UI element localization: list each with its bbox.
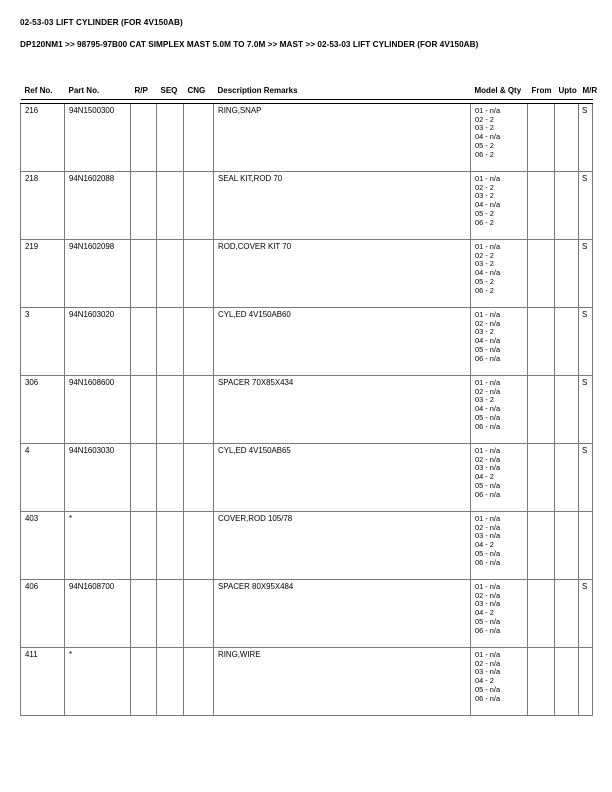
part-no-value: 94N1602088 bbox=[69, 174, 115, 183]
cell-part-no bbox=[65, 648, 131, 716]
description-value: ROD,COVER KIT 70 bbox=[218, 242, 292, 251]
cell-from bbox=[528, 512, 555, 580]
cell-seq bbox=[157, 512, 184, 580]
cell-ref-no bbox=[21, 444, 65, 512]
cell-from bbox=[528, 104, 555, 172]
model-qty-line: 02 - n/a bbox=[475, 318, 501, 328]
cell-upto bbox=[555, 580, 579, 648]
ref-no-value: 411 bbox=[25, 650, 38, 659]
mr-value: S bbox=[582, 582, 588, 591]
cell-rp bbox=[131, 172, 157, 240]
cell-model-qty bbox=[471, 512, 528, 580]
part-no-value: * bbox=[69, 650, 73, 659]
cell-cng bbox=[184, 580, 214, 648]
column-header-model-qty: Model & Qty bbox=[474, 86, 522, 95]
model-qty-line: 02 - n/a bbox=[475, 658, 501, 668]
cell-part-no bbox=[65, 172, 131, 240]
cell-description bbox=[214, 172, 471, 240]
description-value: RING,WIRE bbox=[218, 650, 261, 659]
model-qty-line: 02 - 2 bbox=[475, 250, 494, 260]
cell-description bbox=[214, 648, 471, 716]
cell-rp bbox=[131, 240, 157, 308]
model-qty-line: 03 - n/a bbox=[475, 463, 501, 473]
cell-mr bbox=[579, 104, 593, 172]
ref-no-value: 306 bbox=[25, 378, 39, 387]
cell-upto bbox=[555, 444, 579, 512]
mr-value: S bbox=[582, 174, 588, 183]
cell-seq bbox=[157, 580, 184, 648]
cell-model-qty bbox=[471, 172, 528, 240]
model-qty-line: 05 - n/a bbox=[475, 684, 501, 694]
cell-rp bbox=[131, 512, 157, 580]
column-header-rp: R/P bbox=[134, 86, 148, 95]
description-value: SEAL KIT,ROD 70 bbox=[218, 174, 283, 183]
cell-cng bbox=[184, 104, 214, 172]
cell-ref-no bbox=[21, 512, 65, 580]
cell-from bbox=[528, 648, 555, 716]
model-qty-line: 03 - 2 bbox=[475, 395, 494, 405]
cell-seq bbox=[157, 240, 184, 308]
cell-upto bbox=[555, 240, 579, 308]
model-qty-line: 05 - n/a bbox=[475, 548, 501, 558]
column-header-part-no: Part No. bbox=[68, 86, 100, 95]
cell-rp bbox=[131, 376, 157, 444]
parts-table bbox=[20, 86, 598, 716]
model-qty-line: 02 - n/a bbox=[475, 386, 501, 396]
model-qty-line: 04 - 2 bbox=[475, 540, 494, 550]
model-qty-line: 01 - n/a bbox=[475, 446, 501, 455]
cell-seq bbox=[157, 104, 184, 172]
model-qty-line: 01 - n/a bbox=[475, 582, 501, 591]
model-qty-line: 04 - 2 bbox=[475, 608, 494, 618]
cell-from bbox=[528, 308, 555, 376]
part-no-value: * bbox=[69, 514, 73, 523]
column-header-upto: Upto bbox=[558, 86, 577, 95]
cell-description bbox=[214, 308, 471, 376]
table-header bbox=[21, 86, 598, 104]
cell-description bbox=[214, 240, 471, 308]
column-header-cng: CNG bbox=[187, 86, 206, 95]
table-row bbox=[21, 240, 593, 308]
cell-rp bbox=[131, 648, 157, 716]
part-no-value: 94N1603030 bbox=[69, 446, 115, 455]
ref-no-value: 219 bbox=[25, 242, 39, 251]
description-value: SPACER 70X85X434 bbox=[218, 378, 294, 387]
cell-ref-no bbox=[21, 580, 65, 648]
description-value: CYL,ED 4V150AB60 bbox=[218, 310, 291, 319]
model-qty-line: 04 - n/a bbox=[475, 132, 501, 142]
part-no-value: 94N1602098 bbox=[69, 242, 115, 251]
part-no-value: 94N1608700 bbox=[69, 582, 115, 591]
cell-cng bbox=[184, 172, 214, 240]
ref-no-value: 406 bbox=[25, 582, 39, 591]
cell-mr bbox=[579, 240, 593, 308]
cell-part-no bbox=[65, 580, 131, 648]
model-qty-line: 05 - 2 bbox=[475, 140, 494, 150]
model-qty-line: 06 - n/a bbox=[475, 625, 501, 635]
model-qty-line: 06 - n/a bbox=[475, 353, 501, 363]
cell-ref-no bbox=[21, 648, 65, 716]
table-row bbox=[21, 376, 593, 444]
cell-mr bbox=[579, 444, 593, 512]
part-no-value: 94N1603020 bbox=[69, 310, 115, 319]
cell-cng bbox=[184, 512, 214, 580]
table-row bbox=[21, 648, 593, 716]
model-qty-line: 01 - n/a bbox=[475, 310, 501, 319]
model-qty-line: 05 - n/a bbox=[475, 344, 501, 354]
model-qty-line: 05 - n/a bbox=[475, 480, 501, 490]
table-row bbox=[21, 104, 593, 172]
model-qty-line: 06 - 2 bbox=[475, 285, 494, 295]
model-qty-line: 04 - 2 bbox=[475, 676, 494, 686]
model-qty-line: 02 - 2 bbox=[475, 182, 494, 192]
cell-cng bbox=[184, 240, 214, 308]
cell-upto bbox=[555, 172, 579, 240]
model-qty-line: 04 - n/a bbox=[475, 336, 501, 346]
mr-value: S bbox=[582, 378, 588, 387]
model-qty-line: 05 - 2 bbox=[475, 276, 494, 286]
cell-upto bbox=[555, 104, 579, 172]
cell-description bbox=[214, 512, 471, 580]
cell-seq bbox=[157, 308, 184, 376]
ref-no-value: 216 bbox=[25, 106, 39, 115]
part-no-value: 94N1500300 bbox=[69, 106, 115, 115]
cell-cng bbox=[184, 308, 214, 376]
cell-from bbox=[528, 444, 555, 512]
cell-cng bbox=[184, 444, 214, 512]
mr-value: S bbox=[582, 106, 588, 115]
cell-model-qty bbox=[471, 240, 528, 308]
model-qty-line: 03 - n/a bbox=[475, 599, 501, 609]
cell-description bbox=[214, 376, 471, 444]
mr-value: S bbox=[582, 310, 588, 319]
cell-ref-no bbox=[21, 172, 65, 240]
table-row bbox=[21, 444, 593, 512]
cell-seq bbox=[157, 444, 184, 512]
column-header-ref-no: Ref No. bbox=[24, 86, 53, 95]
cell-rp bbox=[131, 104, 157, 172]
column-header-from: From bbox=[531, 86, 552, 95]
cell-upto bbox=[555, 376, 579, 444]
cell-seq bbox=[157, 648, 184, 716]
cell-mr bbox=[579, 512, 593, 580]
mr-value: S bbox=[582, 446, 588, 455]
model-qty-line: 03 - 2 bbox=[475, 123, 494, 133]
model-qty-line: 02 - 2 bbox=[475, 114, 494, 124]
table-body bbox=[21, 104, 593, 716]
model-qty-line: 05 - 2 bbox=[475, 208, 494, 218]
model-qty-line: 01 - n/a bbox=[475, 174, 501, 183]
cell-model-qty bbox=[471, 648, 528, 716]
table-row bbox=[21, 308, 593, 376]
ref-no-value: 218 bbox=[25, 174, 39, 183]
cell-model-qty bbox=[471, 308, 528, 376]
model-qty-line: 06 - n/a bbox=[475, 693, 501, 703]
model-qty-line: 04 - 2 bbox=[475, 472, 494, 482]
cell-part-no bbox=[65, 308, 131, 376]
model-qty-line: 01 - n/a bbox=[475, 106, 501, 115]
model-qty-line: 06 - n/a bbox=[475, 421, 501, 431]
model-qty-line: 06 - n/a bbox=[475, 557, 501, 567]
column-header-description: Description Remarks bbox=[217, 86, 298, 95]
cell-model-qty bbox=[471, 580, 528, 648]
cell-ref-no bbox=[21, 104, 65, 172]
model-qty-line: 02 - n/a bbox=[475, 522, 501, 532]
parts-table-container bbox=[20, 86, 598, 716]
model-qty-line: 06 - 2 bbox=[475, 217, 494, 227]
model-qty-line: 06 - n/a bbox=[475, 489, 501, 499]
cell-seq bbox=[157, 376, 184, 444]
cell-description bbox=[214, 104, 471, 172]
mr-value: S bbox=[582, 242, 588, 251]
description-value: SPACER 80X95X484 bbox=[218, 582, 294, 591]
description-value: COVER,ROD 105/78 bbox=[218, 514, 293, 523]
model-qty-line: 01 - n/a bbox=[475, 514, 501, 523]
model-qty-line: 01 - n/a bbox=[475, 242, 501, 251]
cell-mr bbox=[579, 648, 593, 716]
cell-part-no bbox=[65, 444, 131, 512]
cell-ref-no bbox=[21, 308, 65, 376]
model-qty-line: 05 - n/a bbox=[475, 616, 501, 626]
model-qty-line: 02 - n/a bbox=[475, 454, 501, 464]
cell-cng bbox=[184, 376, 214, 444]
cell-upto bbox=[555, 308, 579, 376]
model-qty-line: 01 - n/a bbox=[475, 378, 501, 387]
part-no-value: 94N1608600 bbox=[69, 378, 115, 387]
cell-cng bbox=[184, 648, 214, 716]
cell-upto bbox=[555, 512, 579, 580]
cell-mr bbox=[579, 172, 593, 240]
cell-rp bbox=[131, 580, 157, 648]
cell-ref-no bbox=[21, 376, 65, 444]
column-header-mr: M/R bbox=[582, 86, 598, 95]
model-qty-line: 03 - 2 bbox=[475, 191, 494, 201]
cell-model-qty bbox=[471, 444, 528, 512]
model-qty-line: 02 - n/a bbox=[475, 590, 501, 600]
model-qty-line: 05 - n/a bbox=[475, 412, 501, 422]
description-value: CYL,ED 4V150AB65 bbox=[218, 446, 291, 455]
cell-part-no bbox=[65, 104, 131, 172]
model-qty-line: 06 - 2 bbox=[475, 149, 494, 159]
cell-from bbox=[528, 240, 555, 308]
cell-from bbox=[528, 376, 555, 444]
ref-no-value: 403 bbox=[25, 514, 39, 523]
table-row bbox=[21, 580, 593, 648]
cell-description bbox=[214, 444, 471, 512]
column-header-seq: SEQ bbox=[160, 86, 178, 95]
cell-part-no bbox=[65, 376, 131, 444]
cell-model-qty bbox=[471, 104, 528, 172]
model-qty-line: 04 - n/a bbox=[475, 404, 501, 414]
model-qty-line: 03 - 2 bbox=[475, 259, 494, 269]
cell-upto bbox=[555, 648, 579, 716]
cell-mr bbox=[579, 580, 593, 648]
ref-no-value: 3 bbox=[25, 310, 30, 319]
cell-seq bbox=[157, 172, 184, 240]
page-title: 02-53-03 LIFT CYLINDER (FOR 4V150AB) bbox=[20, 18, 183, 27]
cell-mr bbox=[579, 376, 593, 444]
table-header-row bbox=[21, 86, 593, 100]
breadcrumb: DP120NM1 >> 98795-97B00 CAT SIMPLEX MAST 5.0M TO 7.0M >> MAST >> 02-53-03 LIFT CYLINDER (FOR 4V150AB) bbox=[20, 40, 479, 49]
model-qty-line: 04 - n/a bbox=[475, 268, 501, 278]
cell-from bbox=[528, 172, 555, 240]
table-row bbox=[21, 512, 593, 580]
cell-rp bbox=[131, 444, 157, 512]
cell-rp bbox=[131, 308, 157, 376]
ref-no-value: 4 bbox=[25, 446, 30, 455]
model-qty-line: 04 - n/a bbox=[475, 200, 501, 210]
model-qty-line: 01 - n/a bbox=[475, 650, 501, 659]
model-qty-line: 03 - n/a bbox=[475, 667, 501, 677]
model-qty-line: 03 - n/a bbox=[475, 531, 501, 541]
description-value: RING,SNAP bbox=[218, 106, 262, 115]
cell-part-no bbox=[65, 512, 131, 580]
table-row bbox=[21, 172, 593, 240]
cell-mr bbox=[579, 308, 593, 376]
cell-from bbox=[528, 580, 555, 648]
cell-description bbox=[214, 580, 471, 648]
model-qty-line: 03 - 2 bbox=[475, 327, 494, 337]
cell-ref-no bbox=[21, 240, 65, 308]
cell-model-qty bbox=[471, 376, 528, 444]
cell-part-no bbox=[65, 240, 131, 308]
